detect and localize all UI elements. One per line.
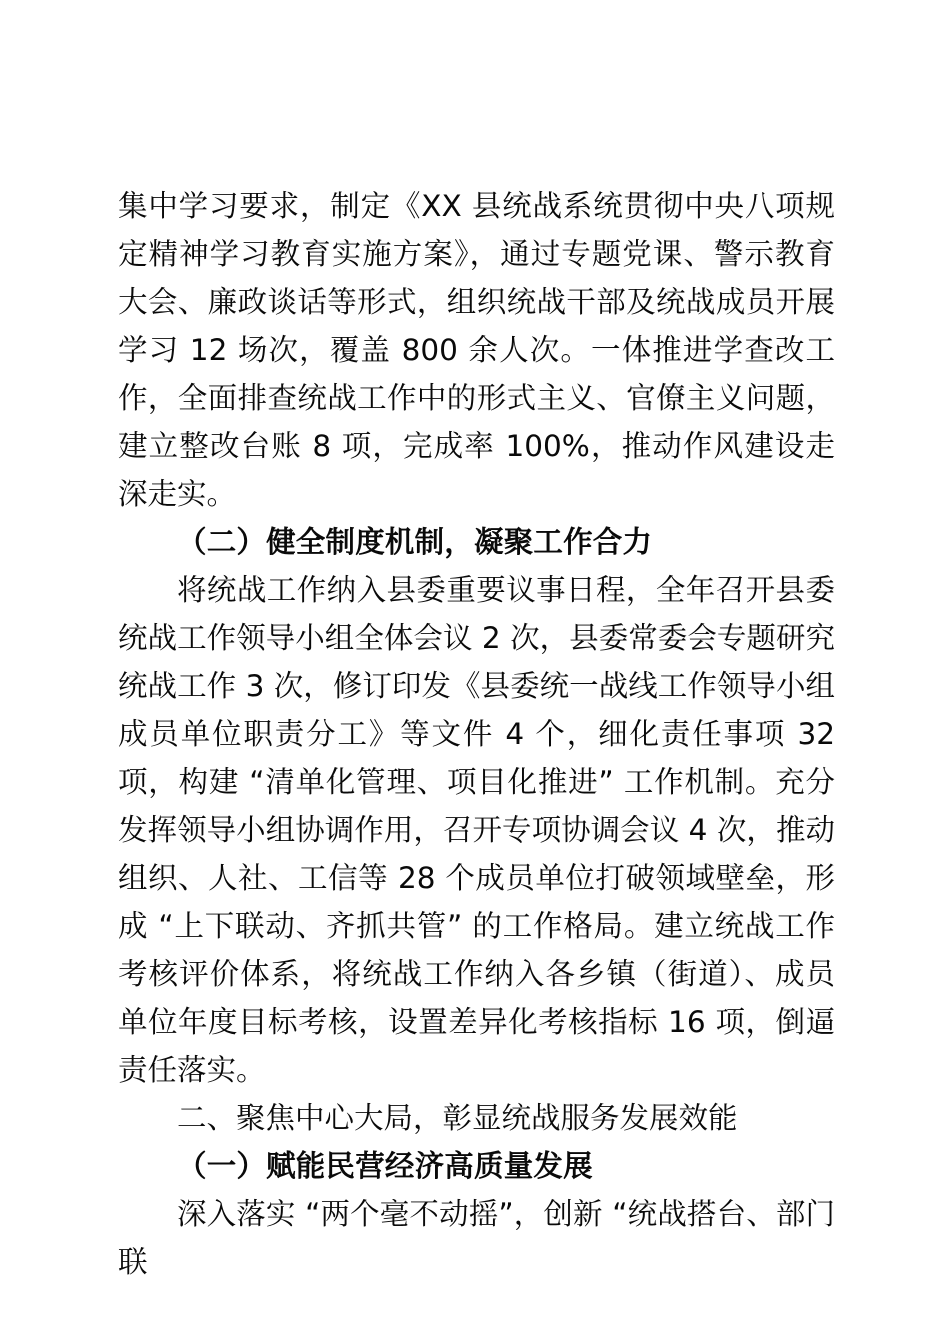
sub-heading-institutional-mechanisms: （二）健全制度机制，凝聚工作合力: [177, 525, 653, 559]
paragraph-private-economy-body: 深入落实 “两个毫不动摇”，创新 “统战搭台、部门联: [118, 1197, 835, 1279]
document-text-column: [118, 182, 835, 1286]
paragraph-institutional-mechanisms-body: 将统战工作纳入县委重要议事日程，全年召开县委统战工作领导小组全体会议 2 次，县委常委会专题研究统战工作 3 次，修订印发《县委统一战线工作领导小组成员单位职责分工》等文件 4 个，细化责任事项 32 项，构建 “清单化管理、项目化推进” 工作机制。充分发挥领导小组协调作用，召开专项协调会议 4 次，推动组织、人社、工信等 28 个成员单位打破领域壁垒，形成 “上下联动、齐抓共管” 的工作格局。建立统战工作考核评价体系，将统战工作纳入各乡镇（街道）、成员单位年度目标考核，设置差异化考核指标 16 项，倒逼责任落实。: [118, 573, 835, 1087]
sub-heading-private-economy: （一）赋能民营经济高质量发展: [177, 1149, 593, 1183]
section-heading-serve-development: 二、聚焦中心大局，彰显统战服务发展效能: [177, 1101, 738, 1135]
paragraph-continued-learning-requirements: 集中学习要求，制定《XX 县统战系统贯彻中央八项规定精神学习教育实施方案》，通过专题党课、警示教育大会、廉政谈话等形式，组织统战干部及统战成员开展学习 12 场次，覆盖 800 余人次。一体推进学查改工作，全面排查统战工作中的形式主义、官僚主义问题，建立整改台账 8 项，完成率 100%，推动作风建设走深走实。: [118, 189, 835, 511]
